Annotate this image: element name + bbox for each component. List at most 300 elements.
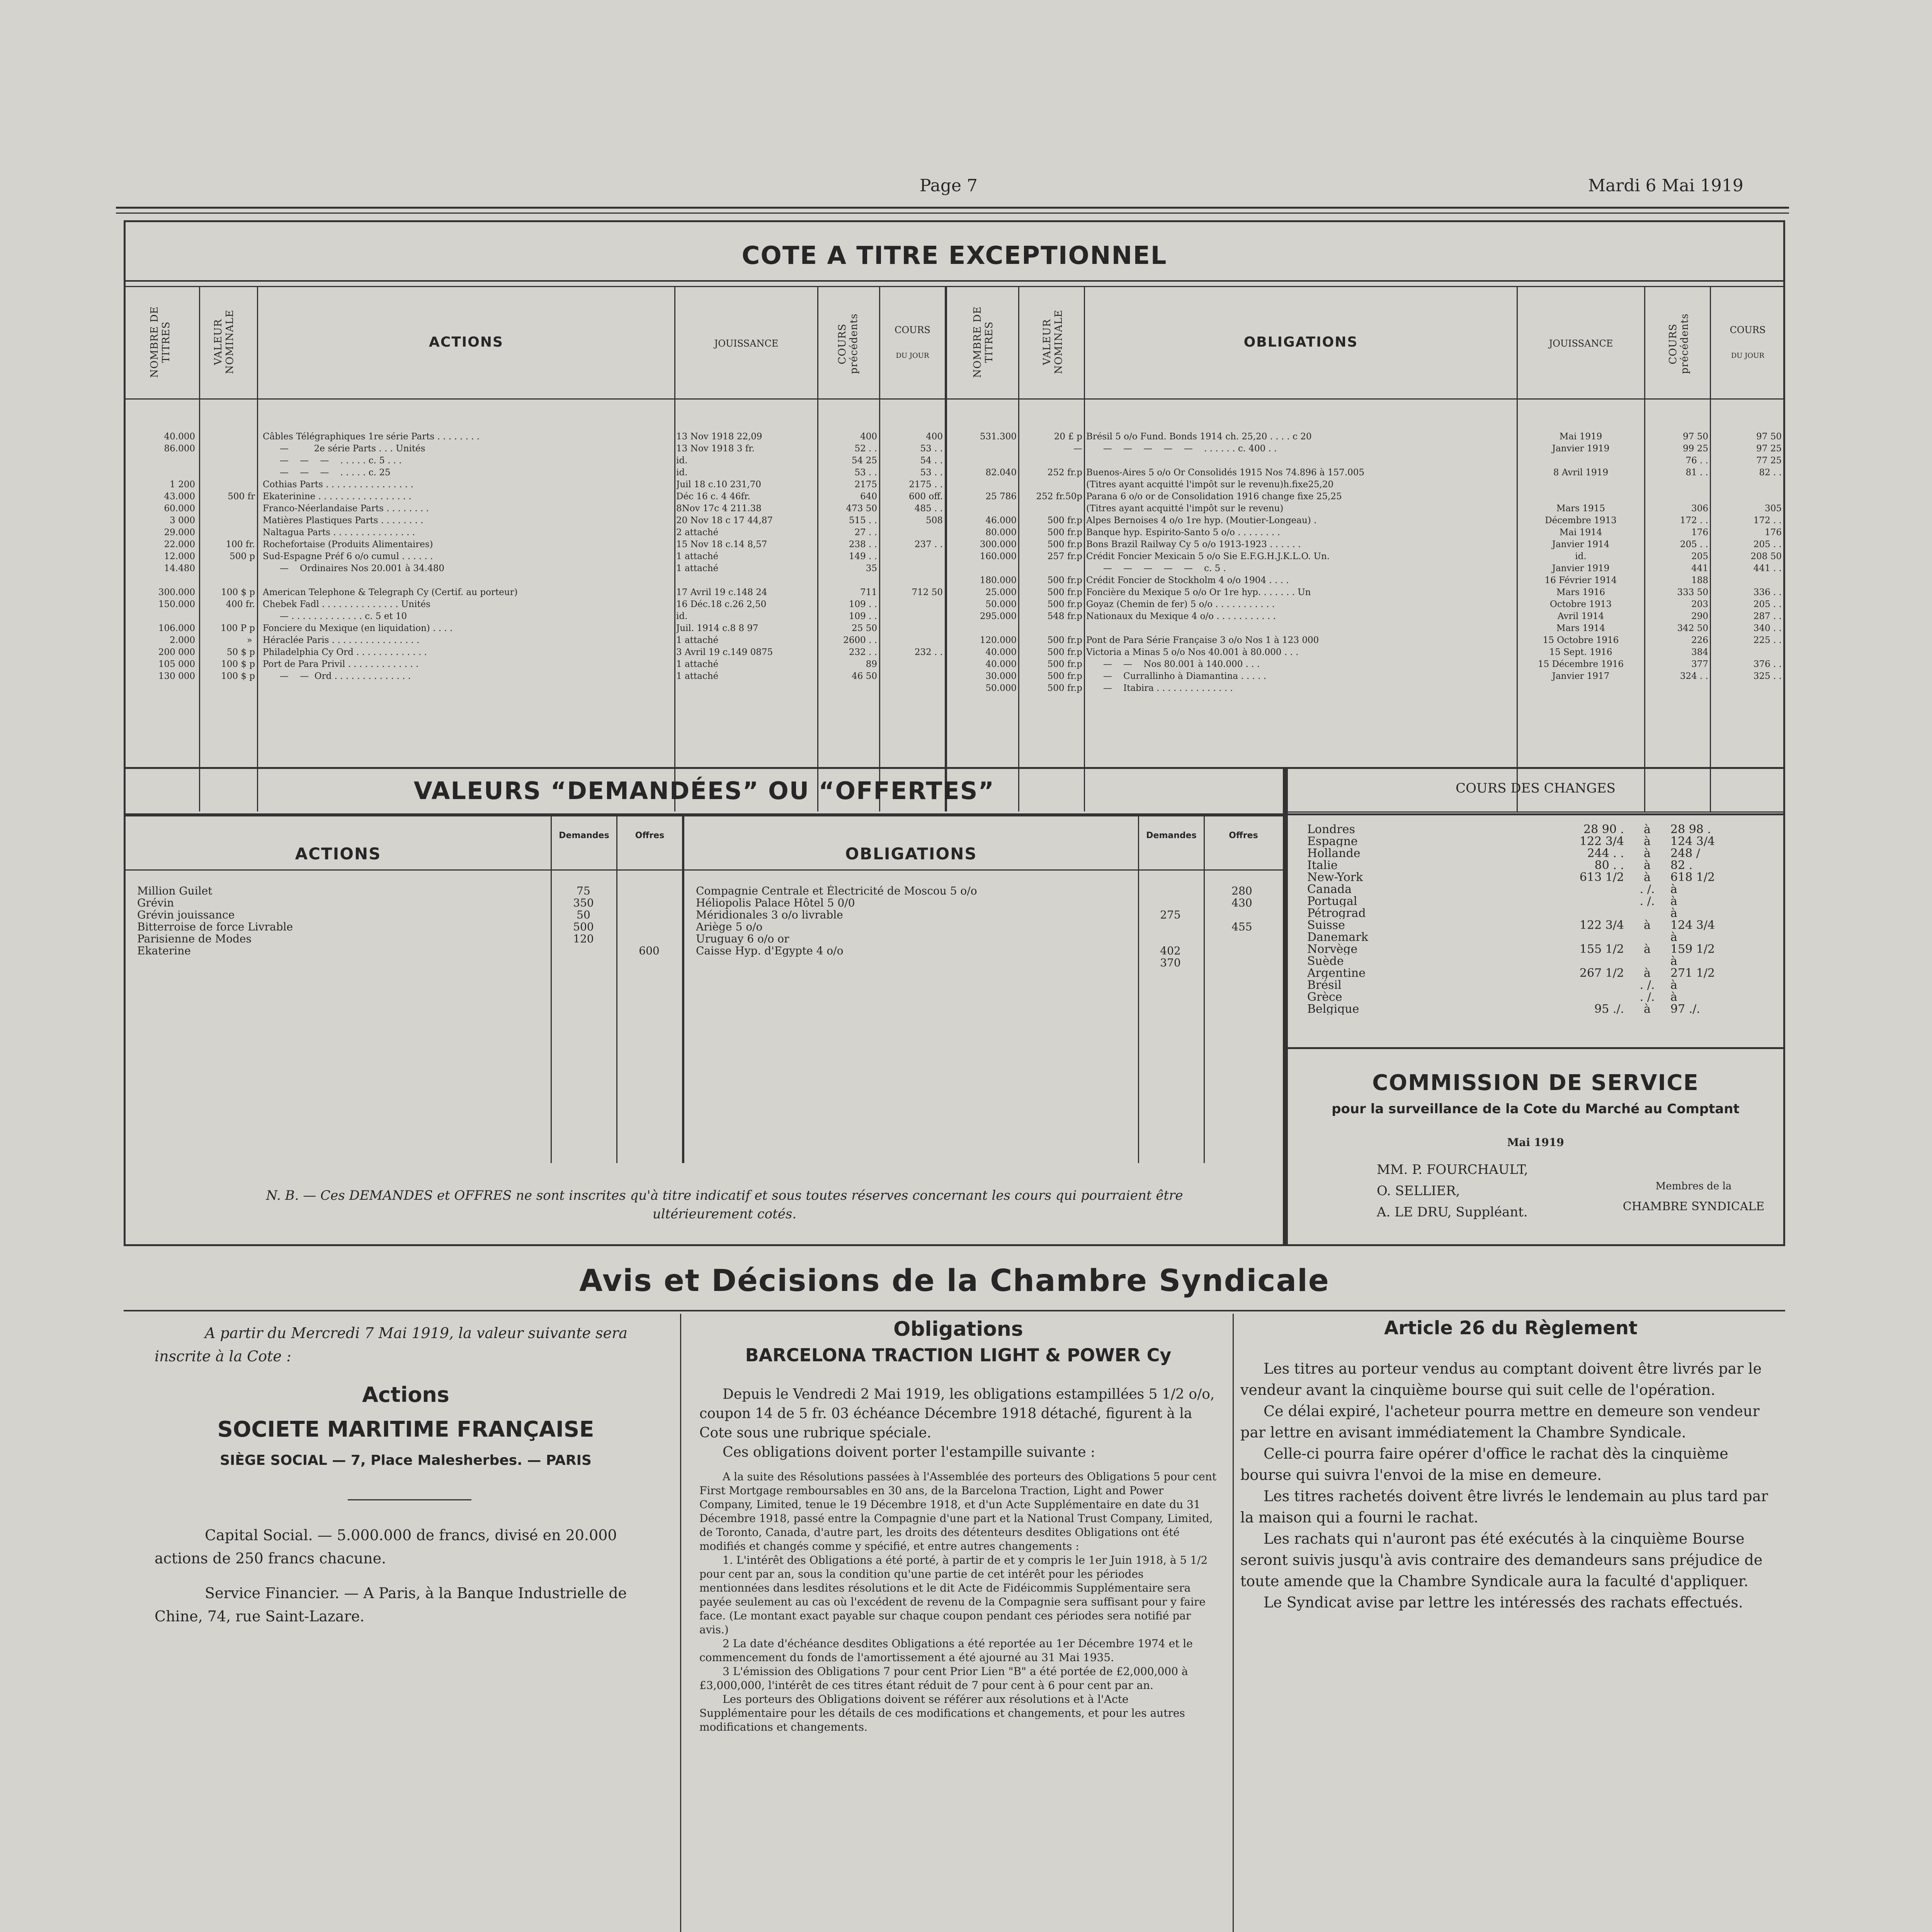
table-cell: 1 attaché — [676, 671, 719, 681]
table-cell: Crédit Foncier de Stockholm 4 o/o 1904 . . . . — [1086, 575, 1289, 585]
table-cell: 232 . . — [849, 647, 877, 657]
table-cell: 109 . . — [849, 611, 877, 621]
table-cell: Banque hyp. Espirito-Santo 5 o/o . . . . . . . . — [1086, 527, 1280, 537]
table-row — [947, 563, 1786, 575]
table-cell: Cothias Parts . . . . . . . . . . . . . . . . — [263, 480, 413, 490]
table-row — [126, 431, 945, 443]
table-row — [1299, 871, 1771, 883]
table-row — [126, 503, 945, 515]
table-cell: 455 — [1231, 921, 1252, 933]
article-p4: Les titres rachetés doivent être livrés le lendemain au plus tard par la maison qui a fourni le rachat. — [1240, 1488, 1768, 1526]
table-cell: Hollande — [1307, 847, 1361, 859]
table-cell: 15 Nov 18 c.14 8,57 — [676, 539, 767, 549]
table-cell: Goyaz (Chemin de fer) 5 o/o . . . . . . . . . . . — [1086, 599, 1275, 609]
table-row — [947, 551, 1786, 563]
table-cell: — — Nos 80.001 à 140.000 . . . — [1086, 659, 1260, 669]
table-cell: 712 50 — [912, 587, 943, 597]
table-cell: 485 . . — [914, 503, 943, 514]
table-cell: 325 . . — [1753, 671, 1782, 681]
table-cell: Ariège 5 o/o — [696, 921, 763, 933]
table-cell: 370 — [1160, 957, 1181, 969]
member-1: MM. P. FOURCHAULT, — [1377, 1162, 1528, 1177]
table-cell: 618 1/2 — [1670, 871, 1715, 883]
table-cell: 205 . . — [1753, 539, 1782, 549]
table-cell: 324 . . — [1680, 671, 1708, 681]
avis-company: SOCIETE MARITIME FRANÇAISE — [217, 1417, 594, 1442]
table-cell: 89 — [866, 659, 877, 669]
table-cell: à — [1644, 1003, 1651, 1015]
table-row — [126, 479, 945, 491]
changes-table — [1299, 823, 1771, 1015]
table-cell: Bitterroise de force Livrable — [137, 921, 293, 933]
table-cell: id. — [676, 468, 688, 478]
table-row — [126, 587, 945, 599]
cote-head-cours: COURS — [895, 325, 930, 335]
table-row — [1299, 1003, 1771, 1015]
table-cell: 3 Avril 19 c.149 0875 — [676, 647, 773, 657]
table-cell: 377 — [1691, 659, 1708, 669]
avis-title: Avis et Décisions de la Chambre Syndicale — [579, 1264, 1330, 1298]
avis-p2: Ces obligations doivent porter l'estampille suivante : — [723, 1444, 1095, 1460]
table-cell: 122 3/4 — [1579, 919, 1624, 931]
avis-service: Service Financier. — A Paris, à la Banque Industrielle de Chine, 74, rue Saint-Lazare. — [155, 1585, 627, 1625]
table-cell: 12.000 — [164, 551, 195, 561]
table-cell: 2600 . . — [843, 635, 877, 645]
table-cell: 50 $ p — [226, 647, 255, 657]
table-cell: Alpes Bernoises 4 o/o 1re hyp. (Moutier-Longeau) . — [1086, 515, 1317, 526]
table-cell: à — [1670, 883, 1677, 895]
table-cell: 500 fr.p — [1047, 575, 1082, 585]
cote-head-valeur: VALEUR NOMINALE — [213, 310, 236, 374]
table-cell: 305 — [1765, 503, 1782, 514]
table-cell: 252 fr.50p — [1036, 492, 1082, 502]
table-cell — [1712, 479, 1782, 491]
avis-siege: SIÈGE SOCIAL — 7, Place Malesherbes. — PARIS — [220, 1452, 592, 1468]
table-cell: 232 . . — [914, 647, 943, 657]
table-cell: 35 — [866, 563, 877, 573]
table-cell: Philadelphia Cy Ord . . . . . . . . . . . . . — [263, 647, 427, 657]
table-cell — [1712, 682, 1782, 694]
table-cell: 384 — [1691, 647, 1708, 657]
avis-obligations-head: Obligations — [893, 1318, 1023, 1341]
vdo-dem-head2: Demandes — [1146, 831, 1197, 840]
table-row — [684, 957, 1281, 969]
table-row — [684, 909, 1281, 921]
table-cell: 105 000 — [158, 659, 195, 669]
table-cell: Janvier 1917 — [1552, 671, 1610, 681]
table-cell: Rochefortaise (Produits Alimentaires) — [263, 539, 433, 549]
table-cell: 160.000 — [980, 551, 1017, 561]
table-row — [947, 670, 1786, 682]
table-cell: Matières Plastiques Parts . . . . . . . . — [263, 515, 423, 526]
table-cell: 16 Déc.18 c.26 2,50 — [676, 599, 767, 609]
table-cell: Londres — [1307, 823, 1355, 835]
table-row — [947, 658, 1786, 670]
table-cell: Méridionales 3 o/o livrable — [696, 909, 843, 921]
table-cell: — . . . . . . . . . . . . . c. 5 et 10 — [263, 611, 407, 621]
table-cell: 1 attaché — [676, 635, 719, 645]
table-cell: 97 50 — [1756, 432, 1782, 442]
table-cell: 275 — [1160, 909, 1181, 921]
avis-p5: 2 La date d'échéance desdites Obligations a été reportée au 1er Décembre 1974 et le commencement du fonds de l'amortissement a été ajourné au 31 Mai 1935. — [699, 1637, 1193, 1664]
table-row — [684, 933, 1281, 945]
table-cell: 2175 — [854, 480, 877, 490]
table-cell: 75 — [577, 885, 590, 897]
table-cell: 711 — [860, 587, 877, 597]
table-cell: Héliopolis Palace Hôtel 5 0/0 — [696, 897, 855, 909]
table-cell: 500 fr — [228, 492, 255, 502]
table-cell: 287 . . — [1753, 611, 1782, 621]
table-cell: 252 fr.p — [1047, 468, 1082, 478]
table-cell: — — — — — . . . . . . c. 400 . . — [1086, 444, 1277, 454]
table-row — [947, 443, 1786, 455]
cote-section — [124, 220, 1785, 815]
table-cell: 82.040 — [985, 468, 1017, 478]
table-row — [684, 885, 1281, 897]
table-cell: 22.000 — [164, 539, 195, 549]
member-2: O. SELLIER, — [1377, 1183, 1460, 1199]
table-cell: 531.300 — [980, 432, 1017, 442]
commission-members — [1377, 1159, 1528, 1223]
cote-head-cours2: COURS — [1730, 325, 1766, 335]
table-cell: 400 — [926, 432, 943, 442]
table-cell: 208 50 — [1750, 551, 1782, 561]
table-cell: 500 fr.p — [1047, 635, 1082, 645]
table-cell: 237 . . — [914, 539, 943, 549]
table-cell: — — Ord . . . . . . . . . . . . . . — [263, 671, 411, 681]
table-cell: Câbles Télégraphiques 1re série Parts . . . . . . . . — [263, 432, 480, 442]
cote-head-precedents: COURS précédents — [837, 313, 860, 374]
table-cell: 271 1/2 — [1670, 967, 1715, 979]
cote-head-valeur2: VALEUR NOMINALE — [1041, 310, 1065, 374]
table-cell: 40.000 — [985, 647, 1017, 657]
table-cell: Bons Brazil Railway Cy 5 o/o 1913-1923 . . . . . . — [1086, 539, 1301, 549]
table-cell: à — [1644, 871, 1651, 883]
table-cell: Chebek Fadl . . . . . . . . . . . . . . Unités — [263, 599, 431, 609]
table-cell: Pont de Para Série Française 3 o/o Nos 1 à 123 000 — [1086, 635, 1319, 645]
table-row — [126, 897, 682, 909]
table-cell: 100 $ p — [221, 587, 255, 597]
table-row — [1299, 955, 1771, 967]
table-cell: Buenos-Aires 5 o/o Or Consolidés 1915 Nos 74.896 à 157.005 — [1086, 468, 1365, 478]
table-cell: New-York — [1307, 871, 1363, 883]
cote-head-obligations: OBLIGATIONS — [1243, 334, 1358, 350]
table-row — [1299, 823, 1771, 835]
table-cell: Grèce — [1307, 991, 1342, 1003]
table-cell: Caisse Hyp. d'Egypte 4 o/o — [696, 945, 844, 957]
table-cell: 3 000 — [170, 515, 195, 526]
table-cell: 25.000 — [985, 587, 1017, 597]
table-cell: à — [1644, 919, 1651, 931]
table-cell: 441 — [1691, 563, 1708, 573]
commission-month: Mai 1919 — [1507, 1136, 1564, 1149]
table-cell: Espagne — [1307, 835, 1358, 847]
table-row — [1299, 883, 1771, 895]
table-cell: 46.000 — [985, 515, 1017, 526]
table-cell: 248 / — [1670, 847, 1700, 859]
table-cell: 15 Octobre 1916 — [1543, 635, 1619, 645]
table-cell: 15 Sept. 1916 — [1549, 647, 1612, 657]
vdo-title: VALEURS “DEMANDÉES” OU “OFFERTES” — [413, 777, 995, 805]
vdo-note: N. B. — Ces DEMANDES et OFFRES ne sont inscrites qu'à titre indicatif et sous toutes réserves concernant les cours qui pourraient être ultérieurement cotés. — [266, 1188, 1183, 1222]
table-cell: 500 p — [230, 551, 255, 561]
table-row — [684, 921, 1281, 933]
table-cell: Octobre 1913 — [1549, 599, 1612, 609]
table-cell: 400 — [860, 432, 877, 442]
table-cell: 333 50 — [1677, 587, 1708, 597]
table-cell: 54 . . — [920, 456, 943, 466]
avis-capital: Capital Social. — 5.000.000 de francs, divisé en 20.000 actions de 250 francs chacune. — [155, 1527, 617, 1567]
table-row — [1299, 895, 1771, 907]
table-row — [126, 467, 945, 479]
table-row — [947, 646, 1786, 658]
table-row — [947, 682, 1786, 694]
table-cell: Mars 1916 — [1556, 587, 1605, 597]
table-cell: 2175 . . — [909, 480, 943, 490]
table-cell: Décembre 1913 — [1545, 515, 1617, 526]
table-cell: — — — . . . . . c. 5 . . . — [263, 456, 402, 466]
vdo-actions-head: ACTIONS — [295, 844, 381, 863]
table-cell: Ekaterinine . . . . . . . . . . . . . . . . . — [263, 492, 412, 502]
table-row — [947, 455, 1786, 467]
avis-barcelona: BARCELONA TRACTION LIGHT & POWER Cy — [745, 1345, 1172, 1366]
cote-head-dujour2: DU JOUR — [1731, 352, 1765, 360]
table-cell: Argentine — [1307, 967, 1366, 979]
table-cell: Compagnie Centrale et Électricité de Moscou 5 o/o — [696, 885, 977, 897]
vdo-obligations-head: OBLIGATIONS — [845, 844, 977, 863]
table-cell: 2.000 — [170, 635, 195, 645]
article-p2: Ce délai expiré, l'acheteur pourra mettre en demeure son vendeur par lettre en avisant immédiatement la Chambre Syndicale. — [1240, 1403, 1760, 1441]
table-cell: 500 fr.p — [1047, 527, 1082, 537]
table-cell: 97 50 — [1683, 432, 1708, 442]
table-row — [126, 945, 682, 957]
table-row — [126, 611, 945, 622]
table-row — [947, 611, 1786, 622]
table-cell: 54 25 — [852, 456, 877, 466]
table-cell: 120 — [573, 933, 594, 945]
table-cell: 30.000 — [985, 671, 1017, 681]
cote-head-jouissance2: JOUISSANCE — [1549, 338, 1613, 349]
avis-p4: 1. L'intérêt des Obligations a été porté, à partir de et y compris le 1er Juin 1918, à 5 1/2 pour cent par an, sous la condition qu'une partie de cet intérêt pour les périodes mentionnées dans lesdites résolutions et le dit Acte de Fidéicommis Supplémentaire sera payée seulement au cas où l'excédent de revenu de la Compagnie sera suffisant pour y faire face. (Le montant exact payable sur chaque coupon pendant ces périodes sera notifié par avis.) — [699, 1554, 1208, 1636]
table-row — [947, 634, 1786, 646]
table-cell: 43.000 — [164, 492, 195, 502]
table-cell: 28 98 . — [1670, 823, 1711, 835]
table-cell: 500 — [573, 921, 594, 933]
vdo-off-head: Offres — [635, 831, 665, 840]
table-row — [126, 527, 945, 539]
table-cell: 80 . . — [1594, 859, 1624, 871]
table-row — [126, 491, 945, 503]
table-row — [126, 539, 945, 551]
table-cell: 124 3/4 — [1670, 835, 1715, 847]
table-row — [947, 587, 1786, 599]
table-cell: à — [1644, 967, 1651, 979]
vdo-off-head2: Offres — [1229, 831, 1258, 840]
table-cell: à — [1644, 823, 1651, 835]
table-cell: Mars 1914 — [1556, 623, 1605, 633]
table-cell: 500 fr.p — [1047, 659, 1082, 669]
table-cell: 124 3/4 — [1670, 919, 1715, 931]
article-p1: Les titres au porteur vendus au comptant doivent être livrés par le vendeur avant la cinquième bourse qui suit celle de l'opération. — [1240, 1360, 1762, 1398]
table-row — [1299, 919, 1771, 931]
table-cell: à — [1670, 955, 1677, 967]
table-cell: à — [1670, 979, 1677, 991]
table-row — [947, 539, 1786, 551]
cote-obligations-table — [947, 431, 1786, 694]
table-cell: Héraclée Paris . . . . . . . . . . . . . . . . — [263, 635, 420, 645]
table-cell: 500 fr.p — [1047, 671, 1082, 681]
table-row — [1299, 907, 1771, 919]
table-cell: 225 . . — [1753, 635, 1782, 645]
table-cell: 86.000 — [164, 444, 195, 454]
article-p5: Les rachats qui n'auront pas été exécutés à la cinquième Bourse seront suivis jusqu'à avis contraire des demandeurs sans préjudice de toute amende que la Chambre Syndicale aura la faculté d'appliquer. — [1240, 1530, 1763, 1590]
table-cell: 52 . . — [854, 444, 877, 454]
table-cell: 130 000 — [158, 671, 195, 681]
table-cell: 548 fr.p — [1047, 611, 1082, 621]
table-cell: 290 — [1691, 611, 1708, 621]
table-cell: 244 . . — [1587, 847, 1624, 859]
table-cell: 150.000 — [158, 599, 195, 609]
table-row — [126, 443, 945, 455]
table-cell: 257 fr.p — [1047, 551, 1082, 561]
table-cell: à — [1670, 991, 1677, 1003]
table-cell: Canada — [1307, 883, 1352, 895]
table-cell: 400 fr. — [226, 599, 255, 609]
table-cell: 80.000 — [985, 527, 1017, 537]
table-cell: id. — [1575, 551, 1587, 561]
table-cell: à — [1644, 835, 1651, 847]
commission-role-1: Membres de la — [1655, 1180, 1732, 1192]
cote-actions-table — [126, 431, 945, 682]
table-row — [126, 921, 682, 933]
page-number: Page 7 — [920, 176, 978, 196]
table-cell: 25 786 — [985, 492, 1017, 502]
table-cell: . /. — [1639, 883, 1655, 895]
table-cell: 500 fr.p — [1047, 539, 1082, 549]
table-cell: Crédit Foncier Mexicain 5 o/o Sie E.F.G.H.J.K.L.O. Un. — [1086, 551, 1330, 561]
table-cell: 376 . . — [1753, 659, 1782, 669]
table-cell: Grévin jouissance — [137, 909, 235, 921]
table-row — [1299, 931, 1771, 943]
table-cell: 46 50 — [852, 671, 877, 681]
table-cell: 340 . . — [1753, 623, 1782, 633]
table-cell: 205 . . — [1680, 539, 1708, 549]
table-cell: 50 — [577, 909, 590, 921]
table-cell: Franco-Néerlandaise Parts . . . . . . . . — [263, 503, 429, 514]
table-cell: 17 Avril 19 c.148 24 — [676, 587, 767, 597]
table-cell: Parisienne de Modes — [137, 933, 252, 945]
table-cell: 13 Nov 1918 3 fr. — [676, 444, 755, 454]
table-cell: Mai 1919 — [1559, 432, 1602, 442]
member-3: A. LE DRU, Suppléant. — [1377, 1204, 1528, 1220]
table-cell: 109 . . — [849, 599, 877, 609]
table-cell: 205 — [1691, 551, 1708, 561]
table-cell: 280 — [1231, 885, 1252, 897]
table-cell: 2 attaché — [676, 527, 719, 537]
table-cell: . /. — [1639, 895, 1655, 907]
table-cell: 76 . . — [1685, 456, 1708, 466]
table-cell: id. — [676, 611, 688, 621]
table-cell: 200 000 — [158, 647, 195, 657]
table-cell: Portugal — [1307, 895, 1357, 907]
table-cell: 300.000 — [158, 587, 195, 597]
table-cell: 267 1/2 — [1579, 967, 1624, 979]
table-cell: Italie — [1307, 859, 1338, 871]
table-cell: Victoria a Minas 5 o/o Nos 40.001 à 80.000 . . . — [1086, 647, 1299, 657]
table-cell: à — [1670, 931, 1677, 943]
cote-title: COTE A TITRE EXCEPTIONNEL — [742, 242, 1167, 270]
table-cell: 8 Avril 1919 — [1553, 468, 1609, 478]
table-cell: 81 . . — [1685, 468, 1708, 478]
cote-head-actions: ACTIONS — [429, 334, 503, 350]
table-cell: 500 fr.p — [1047, 587, 1082, 597]
avis-col1 — [155, 1321, 657, 1628]
table-cell: Naltagua Parts . . . . . . . . . . . . . . . — [263, 527, 415, 537]
avis-p3: A la suite des Résolutions passées à l'Assemblée des porteurs des Obligations 5 pour cent First Mortgage remboursables en 30 ans, de la Barcelona Traction, Light and Power Company, Limited, tenue le 19 Décembre 1918, et d'un Acte Supplémentaire en date du 31 Décembre 1918, passé entre la Compagnie d'une part et la National Trust Company, Limited, de Toronto, Canada, d'autre part, les droits des détenteurs desdites Obligations ont été modifiés et changés comme y spécifié, et entre autres changements : — [699, 1470, 1217, 1553]
table-row — [947, 431, 1786, 443]
table-cell: 15 Décembre 1916 — [1537, 659, 1624, 669]
table-cell: Million Guilet — [137, 885, 213, 897]
table-cell: à — [1670, 895, 1677, 907]
table-cell: 500 fr.p — [1047, 515, 1082, 526]
commission-subtitle: pour la surveillance de la Cote du Marché au Comptant — [1332, 1101, 1740, 1117]
table-cell: 1 attaché — [676, 659, 719, 669]
table-cell: Pétrograd — [1307, 907, 1366, 919]
table-row — [947, 491, 1786, 503]
table-cell: 176 — [1691, 527, 1708, 537]
table-cell: — — — — — c. 5 . — [1086, 563, 1226, 573]
table-cell: 29.000 — [164, 527, 195, 537]
table-cell: 180.000 — [980, 575, 1017, 585]
vdo-obligations-table — [684, 885, 1281, 969]
table-cell: — Ordinaires Nos 20.001 à 34.480 — [263, 563, 445, 573]
table-row — [126, 885, 682, 897]
table-cell: 50.000 — [985, 683, 1017, 693]
table-cell: Sud-Espagne Préf 6 o/o cumul . . . . . . — [263, 551, 433, 561]
table-cell: 99 25 — [1683, 444, 1708, 454]
table-cell: 53 . . — [854, 468, 877, 478]
table-cell: 20 £ p — [1054, 432, 1082, 442]
table-cell: Janvier 1919 — [1552, 563, 1610, 573]
avis-p1: Depuis le Vendredi 2 Mai 1919, les obligations estampillées 5 1/2 o/o, coupon 14 de 5 fr. 03 échéance Décembre 1918 détaché, figurent à la Cote sous une rubrique spéciale. — [699, 1386, 1215, 1441]
table-cell: Port de Para Privil . . . . . . . . . . . . . — [263, 659, 419, 669]
table-cell: 97 ./. — [1670, 1003, 1700, 1015]
commission-role-2: CHAMBRE SYNDICALE — [1622, 1200, 1765, 1213]
cote-head-precedents2: COURS précédents — [1667, 313, 1690, 374]
table-cell: Fonciere du Mexique (en liquidation) . . . . — [263, 623, 453, 633]
table-cell: (Titres ayant acquitté l'impôt sur le revenu)h.fixe25,20 — [1086, 480, 1334, 490]
table-cell: 100 fr. — [226, 539, 255, 549]
table-row — [126, 933, 682, 945]
table-cell: 60.000 — [164, 503, 195, 514]
avis-col2 — [692, 1318, 1225, 1734]
table-cell: Uruguay 6 o/o or — [696, 933, 789, 945]
table-cell: 13 Nov 1918 22,09 — [676, 432, 762, 442]
table-cell: Foncière du Mexique 5 o/o Or 1re hyp. . . . . . . Un — [1086, 587, 1311, 597]
table-row — [126, 670, 945, 682]
table-cell: 95 ./. — [1594, 1003, 1624, 1015]
cote-head-dujour: DU JOUR — [896, 352, 929, 360]
table-cell: 172 . . — [1680, 515, 1708, 526]
table-cell: Danemark — [1307, 931, 1368, 943]
table-cell: 515 . . — [849, 515, 877, 526]
table-cell: 508 — [926, 515, 943, 526]
table-cell: — 2e série Parts . . . Unités — [263, 444, 425, 454]
table-cell: à — [1670, 907, 1677, 919]
table-cell: — Itabira . . . . . . . . . . . . . . — [1086, 683, 1233, 693]
table-cell: 402 — [1160, 945, 1181, 957]
table-cell: 613 1/2 — [1579, 871, 1624, 883]
